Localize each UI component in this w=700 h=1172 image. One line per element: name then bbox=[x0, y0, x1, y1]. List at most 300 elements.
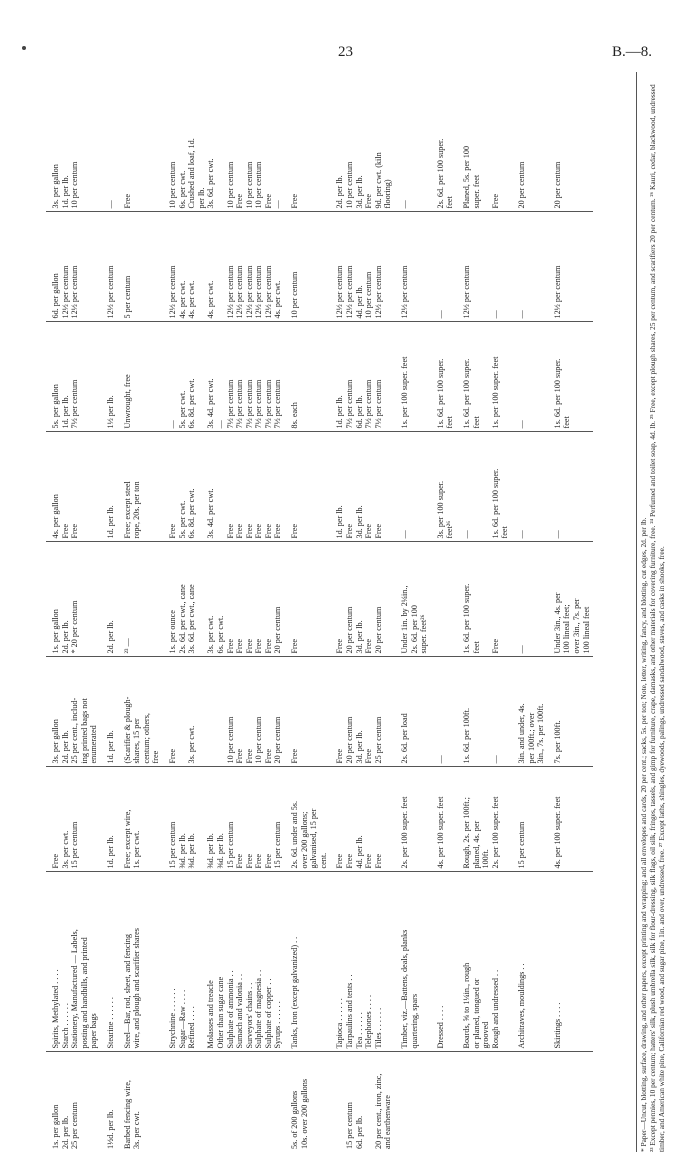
cell-line: (Scarifier & plough- bbox=[122, 696, 132, 764]
cell-col-5 bbox=[457, 542, 512, 657]
cell-line: ⅜d. per lb. bbox=[177, 833, 187, 869]
cell-line: Free bbox=[263, 748, 273, 764]
cell-col-8 bbox=[46, 212, 101, 322]
cell-line: Free bbox=[364, 193, 374, 209]
footnote: ²³ Except pennies, 10 per centum; hatters' silk, plush umbrella silk, silk for flour-dressing, silk flags, oil silk, fringes, tassels, and gimp for furniture, crape, damasks, and other materials for covering furniture, free. ²⁴ Perfumed and toilet soap, 4d. lb. ²⁵ Free, except plough shares, 25 per centum, and scarifiers 20 per centum. ²⁶ Kauri, cedar, blackwood, undressed timber, and American white pine, Californian red wood, and sugar pine, 1in. and over, undressed, free. ²⁷ Except laths, shingles, dyewoods, palings, undressed sandalwood, staves, and casks in shooks, free. bbox=[648, 84, 666, 1152]
cell-line: Architraves, mouldings . . bbox=[516, 963, 526, 1049]
cell-line: 6d. per lb. bbox=[354, 1115, 364, 1149]
cell-line: galvanised, 15 per bbox=[309, 808, 319, 869]
cell-line: 3s. per cwt. bbox=[132, 1111, 142, 1149]
cell-line: 7½ per centum bbox=[70, 379, 80, 429]
cell-line: Under 3in., 4s. per bbox=[552, 592, 562, 654]
cell-line: 12½ per centum bbox=[105, 265, 115, 319]
cell-line: 20 per centum bbox=[273, 606, 283, 654]
cell-line: 6s. 8d. per cwt. bbox=[187, 378, 197, 429]
cell-line: Sulphate of copper . . bbox=[263, 978, 273, 1049]
cell-line: Free bbox=[167, 748, 177, 764]
cell-line: flooring) bbox=[383, 179, 393, 209]
cell-line: 15 per centum bbox=[516, 821, 526, 869]
cell-line: 100 lineal feet bbox=[581, 606, 591, 654]
cell-line: 1s. 6d. per 100 super. bbox=[461, 358, 471, 429]
cell-line: 20 per cent., iron, zinc, bbox=[373, 1073, 383, 1149]
cell-line bbox=[178, 661, 188, 764]
cell-line bbox=[197, 771, 207, 869]
cell-line: 20 per centum bbox=[373, 606, 383, 654]
table-row bbox=[457, 72, 512, 1152]
cell-line: Free bbox=[373, 853, 383, 869]
cell-line: super. feet bbox=[471, 174, 481, 209]
cell-line bbox=[197, 436, 207, 539]
cell-line: posting and handbills, and printed bbox=[79, 937, 89, 1049]
cell-line: 4d. per lb. bbox=[354, 835, 364, 869]
cell-line: Free bbox=[263, 523, 273, 539]
cell-line: 10 per centum bbox=[290, 271, 300, 319]
cell-line: Under 1in. by 2¼in., bbox=[400, 585, 409, 654]
cell-article bbox=[395, 872, 431, 1052]
cell-line: Steel—Bar, rod, sheet, and fencing bbox=[122, 934, 132, 1049]
cell-line: and earthenware bbox=[383, 1095, 393, 1149]
cell-line: 12½ per centum bbox=[254, 265, 264, 319]
cell-col-5 bbox=[101, 542, 118, 657]
cell-line bbox=[481, 661, 491, 764]
cell-line: 1s. per ounce bbox=[167, 610, 177, 654]
cell-line: 5s. per gallon bbox=[51, 384, 60, 429]
cell-line: 12½ per centum bbox=[60, 265, 70, 319]
cell-line: — bbox=[435, 310, 445, 319]
cell-line: Free bbox=[273, 523, 283, 539]
cell-col-7 bbox=[101, 322, 118, 432]
cell-line: feet bbox=[445, 416, 455, 429]
cell-line: paper bags bbox=[89, 1013, 99, 1049]
cell-col-4 bbox=[285, 657, 330, 767]
cell-col-9 bbox=[431, 72, 457, 212]
cell-line: 5s. of 200 gallons bbox=[290, 1090, 300, 1149]
cell-line: 15 per centum bbox=[273, 821, 283, 869]
cell-col-5 bbox=[46, 542, 101, 657]
cell-line: Free bbox=[490, 638, 500, 654]
cell-col-3 bbox=[548, 767, 593, 872]
cell-line bbox=[335, 1056, 345, 1150]
cell-line: Free bbox=[364, 853, 374, 869]
cell-line: 15 per centum bbox=[70, 821, 80, 869]
cell-line: 12½ per centum bbox=[400, 265, 409, 319]
cell-line: Refined . . . . bbox=[187, 1006, 197, 1049]
cell-line: 10 per centum bbox=[364, 271, 374, 319]
cell-line: Sumach and valonia . . bbox=[235, 973, 245, 1049]
cell-article bbox=[330, 872, 395, 1052]
cell-col-7 bbox=[285, 322, 330, 432]
cell-line: ing printed bags not bbox=[79, 698, 89, 764]
cell-line: 10 per centum bbox=[345, 161, 355, 209]
cell-col-7 bbox=[395, 322, 431, 432]
cell-line: Tiles . . . . . . bbox=[373, 1007, 383, 1049]
cell-line: 3d. per lb. bbox=[354, 175, 364, 209]
cell-line: 10 per centum bbox=[225, 716, 235, 764]
cell-line: 7½ per centum bbox=[345, 379, 355, 429]
cell-line: 3d. per lb. bbox=[354, 620, 364, 654]
cell-line: 1d. per lb. bbox=[60, 395, 70, 429]
footnote: * Paper—Uncut, blotting, surface, drawing, and other papers, except printing and wrapping; and all envelopes and cards, 20 per cent.; sacks, 5s. per ton; Note, letter, writing, fancy, and blotting, cut edges, 2d. per lb. bbox=[639, 517, 648, 1152]
cell-article bbox=[163, 872, 285, 1052]
cell-line: 7½ per centum bbox=[254, 379, 264, 429]
cell-col-3 bbox=[457, 767, 512, 872]
cell-line: 2s. 6d. per load bbox=[400, 713, 409, 764]
tariff-table-rotated bbox=[46, 72, 676, 1152]
cell-line: 1s. 6d. per 100ft. bbox=[461, 708, 471, 764]
table-row bbox=[118, 72, 163, 1152]
cell-line: 1d. per lb. bbox=[105, 505, 115, 539]
cell-col-8 bbox=[548, 212, 593, 322]
cell-line: 4s. per cwt. bbox=[206, 280, 216, 319]
cell-line: Starch . . . . . . bbox=[60, 1003, 70, 1049]
cell-line: 2s. 6d. per 100 bbox=[409, 605, 419, 654]
cell-line: Free bbox=[244, 638, 254, 654]
cell-line: — bbox=[400, 530, 409, 539]
cell-col-5 bbox=[431, 542, 457, 657]
cell-line: — bbox=[400, 200, 409, 209]
cell-col-6 bbox=[395, 432, 431, 542]
cell-col-7 bbox=[118, 322, 163, 432]
cell-col-4 bbox=[457, 657, 512, 767]
cell-line: ⅜d. per lb. bbox=[206, 833, 216, 869]
cell-line: 1d. per lb. bbox=[105, 730, 115, 764]
cell-line bbox=[197, 326, 207, 429]
cell-line: Free bbox=[167, 523, 177, 539]
cell-line: 12½ per centum bbox=[335, 265, 345, 319]
page-number: 23 bbox=[338, 44, 353, 60]
cell-line: 1½d. per lb. bbox=[105, 1109, 115, 1149]
cell-line: 4s. per cwt. bbox=[187, 280, 197, 319]
cell-line: 7½ per centum bbox=[364, 379, 374, 429]
cell-line: 1s. 6d. per 100 super. bbox=[490, 468, 500, 539]
table-row bbox=[512, 72, 548, 1152]
cell-line: 4s. per cwt. bbox=[273, 280, 283, 319]
cell-col-8 bbox=[118, 212, 163, 322]
cell-line: Spirits, Methylated . . . . bbox=[51, 969, 60, 1049]
cell-col-1 bbox=[118, 1052, 163, 1152]
cell-line: Free bbox=[373, 523, 383, 539]
table-row bbox=[548, 72, 593, 1152]
cell-line: 1s. 6d. per 100 super. bbox=[461, 583, 471, 654]
cell-line: 2s. per 100 super. feet bbox=[490, 796, 500, 869]
cell-line: Free; except steel bbox=[122, 481, 132, 539]
cell-col-6 bbox=[548, 432, 593, 542]
cell-line: 3s. per gallon bbox=[51, 719, 60, 764]
cell-line: 2s. 6d. under and 5s. bbox=[290, 800, 300, 869]
cell-line: 1d. per lb. bbox=[105, 835, 115, 869]
cell-line: 12½ per centum bbox=[225, 265, 235, 319]
cell-line: Dressed . . . . bbox=[435, 1005, 445, 1049]
cell-line: Planed, 5s. per 100 bbox=[461, 145, 471, 209]
cell-line bbox=[481, 546, 491, 654]
cell-col-9 bbox=[512, 72, 548, 212]
cell-col-1 bbox=[101, 1052, 118, 1152]
cell-line: 4s. per cwt. bbox=[177, 280, 187, 319]
cell-line: 10 per centum bbox=[167, 161, 177, 209]
cell-line: rope, 20s. per ton bbox=[132, 481, 142, 539]
cell-col-1 bbox=[457, 1052, 512, 1152]
cell-line: 3s. 6d. per cwt. bbox=[206, 158, 216, 209]
cell-line bbox=[481, 75, 491, 209]
cell-line: Free bbox=[70, 523, 80, 539]
cell-line: Free bbox=[364, 523, 374, 539]
cell-line: 4s. per 100 super. feet bbox=[435, 796, 445, 869]
cell-line: — bbox=[461, 530, 471, 539]
cell-line: 7½ per centum bbox=[235, 379, 245, 429]
cell-line bbox=[216, 436, 226, 539]
cell-line: Free bbox=[263, 853, 273, 869]
cell-col-4 bbox=[431, 657, 457, 767]
cell-line: Rough, 2s. per 100ft.; bbox=[461, 797, 471, 869]
cell-line: Free bbox=[235, 638, 245, 654]
cell-col-1 bbox=[330, 1052, 395, 1152]
cell-line: 2s. 6d. per cwt., cane bbox=[177, 584, 187, 654]
cell-line: centum; others, bbox=[141, 713, 151, 764]
cell-line: — bbox=[552, 530, 562, 539]
cell-col-9 bbox=[285, 72, 330, 212]
cell-line: 7½ per centum bbox=[263, 379, 273, 429]
cell-line: Free bbox=[244, 748, 254, 764]
cell-line: Free bbox=[122, 193, 132, 209]
table-row bbox=[330, 72, 395, 1152]
cell-col-4 bbox=[118, 657, 163, 767]
cell-line: feet bbox=[471, 416, 481, 429]
cell-col-1 bbox=[548, 1052, 593, 1152]
cell-line: 12½ per centum bbox=[373, 265, 383, 319]
cell-line: 1s. per gallon bbox=[51, 609, 60, 654]
tariff-table-body bbox=[46, 72, 593, 1152]
cell-line bbox=[472, 436, 482, 539]
cell-line: Free bbox=[225, 638, 235, 654]
cell-col-3 bbox=[118, 767, 163, 872]
cell-col-9 bbox=[163, 72, 285, 212]
cell-line: 12½ per centum bbox=[244, 265, 254, 319]
cell-line: per 100ft.; over bbox=[526, 712, 536, 764]
cell-col-4 bbox=[163, 657, 285, 767]
cell-col-8 bbox=[457, 212, 512, 322]
cell-article bbox=[457, 872, 512, 1052]
cell-line: 1s. 6d. per 100 super. bbox=[552, 358, 562, 429]
cell-col-6 bbox=[101, 432, 118, 542]
cell-line: Free bbox=[244, 523, 254, 539]
cell-article bbox=[431, 872, 457, 1052]
cell-line: Free bbox=[290, 193, 300, 209]
cell-line bbox=[216, 661, 226, 764]
cell-line: feet bbox=[471, 641, 481, 654]
cell-col-8 bbox=[395, 212, 431, 322]
cell-line: 10 per centum bbox=[70, 161, 80, 209]
cell-col-1 bbox=[285, 1052, 330, 1152]
cell-col-6 bbox=[285, 432, 330, 542]
cell-line: Free bbox=[490, 193, 500, 209]
cell-line: 1½ per lb. bbox=[105, 395, 115, 429]
cell-line: 1d. per lb. bbox=[335, 505, 345, 539]
cell-line: 4s. per 100 super. feet bbox=[552, 796, 562, 869]
cell-line: 12½ per centum bbox=[167, 265, 177, 319]
cell-col-3 bbox=[101, 767, 118, 872]
cell-col-9 bbox=[330, 72, 395, 212]
cell-line: 4d. per lb. bbox=[354, 285, 364, 319]
cell-col-6 bbox=[431, 432, 457, 542]
cell-col-5 bbox=[395, 542, 431, 657]
cell-line: 15 per centum bbox=[225, 821, 235, 869]
cell-col-6 bbox=[163, 432, 285, 542]
cell-line: Free bbox=[345, 853, 355, 869]
cell-col-7 bbox=[548, 322, 593, 432]
cell-col-9 bbox=[118, 72, 163, 212]
cell-line: Strychnine . . . . . . bbox=[167, 988, 177, 1049]
cell-line: Crushed and loaf, 1d. bbox=[187, 138, 197, 209]
cell-line: shares, 15 per bbox=[132, 718, 142, 764]
cell-line bbox=[481, 436, 491, 539]
cell-line: 2d. per lb. bbox=[60, 730, 70, 764]
cell-line: enumerated bbox=[89, 725, 99, 764]
cell-line: 8s. each bbox=[290, 402, 300, 429]
cell-col-5 bbox=[330, 542, 395, 657]
cell-line: ²³ — bbox=[122, 638, 132, 654]
cell-line: 1s. per 100 super. feet bbox=[400, 356, 409, 429]
cell-line: 3d. per lb. bbox=[354, 505, 364, 539]
cell-line: 3s. per cwt. bbox=[187, 725, 197, 764]
cell-article bbox=[285, 872, 330, 1052]
cell-line: or planed, tongued or bbox=[471, 978, 481, 1049]
cell-line: — bbox=[435, 755, 445, 764]
cell-line: Free bbox=[235, 523, 245, 539]
cell-line: 12½ per centum bbox=[345, 265, 355, 319]
table-row bbox=[46, 72, 101, 1152]
cell-line: 7½ per centum bbox=[244, 379, 254, 429]
cell-col-8 bbox=[431, 212, 457, 322]
cell-line: 3s. 6d. per cwt., cane bbox=[187, 584, 197, 654]
cell-line: 3s. per gallon bbox=[51, 164, 60, 209]
cell-line: Free bbox=[51, 853, 60, 869]
cell-col-5 bbox=[118, 542, 163, 657]
cell-article bbox=[548, 872, 593, 1052]
cell-line bbox=[472, 216, 482, 319]
cell-article bbox=[512, 872, 548, 1052]
cell-line: Barbed fencing wire, bbox=[122, 1080, 132, 1149]
cell-col-7 bbox=[512, 322, 548, 432]
cell-col-3 bbox=[330, 767, 395, 872]
cell-col-1 bbox=[46, 1052, 101, 1152]
cell-line bbox=[472, 661, 482, 764]
cell-line: 20 per centum bbox=[516, 161, 526, 209]
cell-line: Stationery, Manufactured — Labels, bbox=[70, 929, 80, 1049]
cell-line: 5s. per cwt. bbox=[177, 390, 187, 429]
cell-col-1 bbox=[431, 1052, 457, 1152]
cell-line: Skirtings . . . . bbox=[552, 1002, 562, 1049]
cell-col-4 bbox=[101, 657, 118, 767]
cell-col-9 bbox=[46, 72, 101, 212]
cell-col-3 bbox=[46, 767, 101, 872]
cell-col-6 bbox=[330, 432, 395, 542]
cell-line: 25 per centum bbox=[373, 716, 383, 764]
cell-line: over 200 gallons; bbox=[299, 811, 309, 869]
cell-line: ⅜d. per lb. bbox=[215, 833, 225, 869]
cell-line: — bbox=[490, 310, 500, 319]
cell-line bbox=[436, 546, 446, 654]
cell-line: 9d. per cwt. (kiln bbox=[373, 152, 383, 209]
cell-line: Sulphate of magnesia . . bbox=[254, 969, 264, 1049]
cell-line: 10 per centum bbox=[244, 161, 254, 209]
cell-line: feet bbox=[445, 196, 455, 209]
cell-line: Tarpaulins and tents . . bbox=[345, 974, 355, 1049]
cell-col-7 bbox=[163, 322, 285, 432]
cell-line: Free bbox=[235, 193, 245, 209]
cell-col-1 bbox=[395, 1052, 431, 1152]
cell-line: Tapioca . . . . . . bbox=[335, 998, 345, 1049]
cell-line: Tanks, Iron (except galvanized) . . bbox=[290, 936, 300, 1049]
cell-line: 10 per centum bbox=[254, 716, 264, 764]
cell-line: 25 per centum bbox=[70, 1102, 80, 1149]
cell-col-7 bbox=[431, 322, 457, 432]
cell-col-4 bbox=[512, 657, 548, 767]
cell-line: — bbox=[490, 755, 500, 764]
cell-line: 5 per centum bbox=[122, 275, 132, 319]
cell-line: 20 per centum bbox=[552, 161, 562, 209]
cell-line: 20 per centum bbox=[345, 716, 355, 764]
cell-line: Syrups . . . . . . bbox=[273, 1001, 283, 1049]
cell-col-4 bbox=[395, 657, 431, 767]
cell-col-3 bbox=[512, 767, 548, 872]
cell-line: Free bbox=[335, 748, 345, 764]
cell-line: 1s. per 100 super. feet bbox=[490, 356, 500, 429]
cell-line: Free bbox=[290, 748, 300, 764]
cell-col-4 bbox=[330, 657, 395, 767]
cell-line: 10 per centum bbox=[254, 161, 264, 209]
cell-line: over 3in., 7s. per bbox=[571, 598, 581, 654]
cell-line: Surveyors' chains . . bbox=[244, 982, 254, 1049]
cell-line: — bbox=[516, 420, 526, 429]
tariff-table bbox=[46, 72, 593, 1152]
cell-line: per lb. bbox=[196, 187, 206, 209]
cell-col-9 bbox=[395, 72, 431, 212]
cell-line bbox=[197, 661, 207, 764]
cell-line bbox=[216, 75, 226, 209]
margin-dot bbox=[22, 46, 26, 50]
cell-line: Free bbox=[335, 853, 345, 869]
cell-col-4 bbox=[548, 657, 593, 767]
cell-line: cent. bbox=[318, 852, 328, 869]
cell-col-5 bbox=[163, 542, 285, 657]
cell-line: 4s. per gallon bbox=[51, 494, 60, 539]
cell-line: 1s. per cwt. bbox=[132, 830, 142, 869]
cell-line: 10 per centum bbox=[225, 161, 235, 209]
cell-line: 10s. over 200 gallons bbox=[299, 1078, 309, 1149]
cell-col-5 bbox=[285, 542, 330, 657]
cell-line: — bbox=[167, 420, 177, 429]
cell-line bbox=[197, 876, 207, 1049]
cell-line: 2d. per lb. bbox=[60, 1115, 70, 1149]
cell-line: 7½ per centum bbox=[373, 379, 383, 429]
cell-col-7 bbox=[330, 322, 395, 432]
cell-line: Free bbox=[290, 638, 300, 654]
cell-line: quartering, spars bbox=[409, 993, 419, 1049]
cell-line: feet bbox=[562, 416, 572, 429]
cell-line: Free bbox=[290, 523, 300, 539]
cell-col-3 bbox=[431, 767, 457, 872]
footnotes bbox=[636, 72, 666, 1152]
cell-line: — bbox=[215, 420, 225, 429]
cell-line: 5s. per cwt. bbox=[177, 500, 187, 539]
cell-line: 15 per centum bbox=[167, 821, 177, 869]
cell-col-7 bbox=[46, 322, 101, 432]
cell-line: 3in. and under, 4s. bbox=[516, 703, 526, 764]
cell-line: 1d. per lb. bbox=[60, 175, 70, 209]
cell-line: Free bbox=[364, 638, 374, 654]
cell-col-3 bbox=[163, 767, 285, 872]
cell-line: — bbox=[516, 310, 526, 319]
